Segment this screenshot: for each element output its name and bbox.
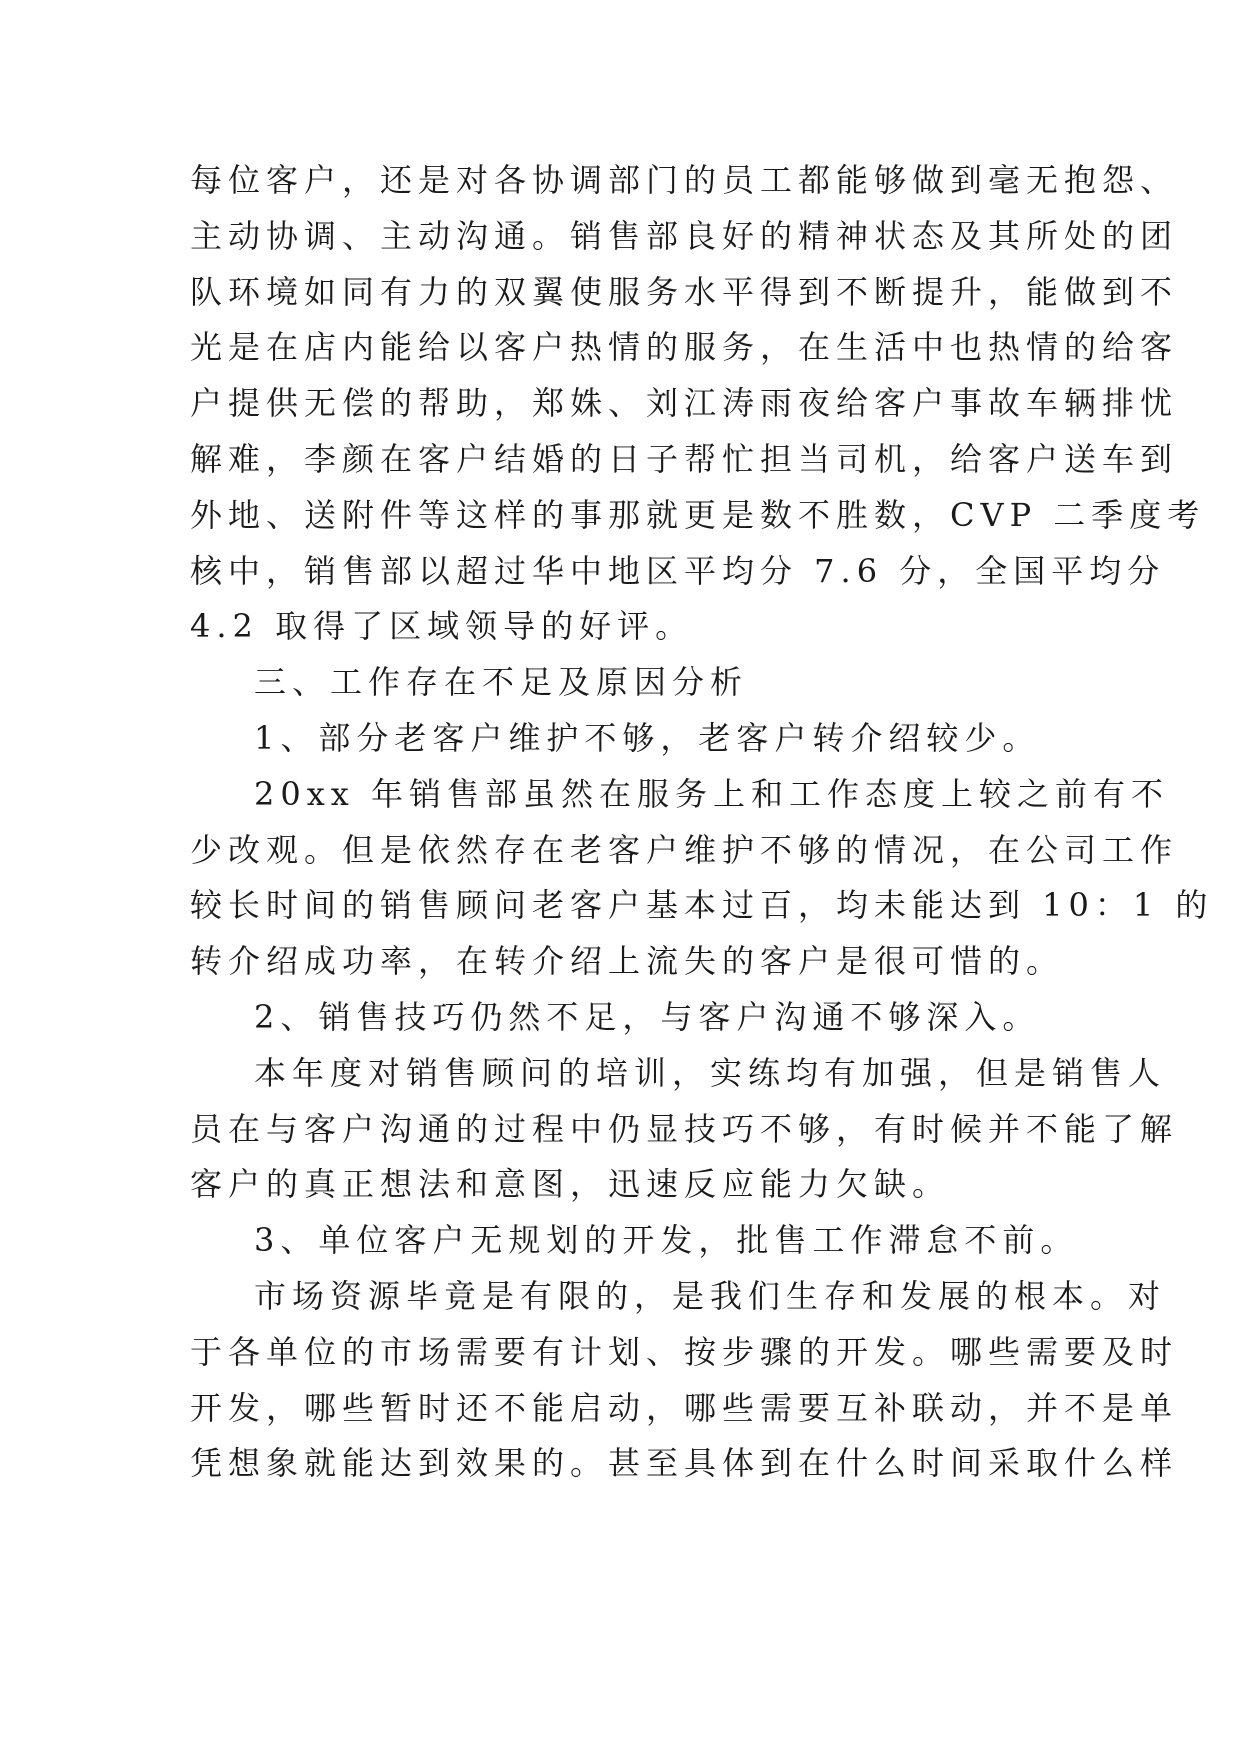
text-line: 户提供无偿的帮助，郑姝、刘江涛雨夜给客户事故车辆排忧: [190, 384, 1179, 423]
text-line: 于各单位的市场需要有计划、按步骤的开发。哪些需要及时: [190, 1332, 1179, 1371]
text-line: 解难，李颜在客户结婚的日子帮忙担当司机，给客户送车到: [190, 439, 1179, 478]
text-line: 4.2 取得了区域领导的好评。: [190, 607, 694, 646]
text-line: 光是在店内能给以客户热情的服务，在生活中也热情的给客: [190, 328, 1179, 367]
paragraph-first-line: 2、销售技巧仍然不足，与客户沟通不够深入。: [254, 997, 1041, 1036]
paragraph-first-line: 1、部分老客户维护不够，老客户转介绍较少。: [254, 718, 1041, 757]
text-line: 队环境如同有力的双翼使服务水平得到不断提升，能做到不: [190, 272, 1179, 311]
text-line: 凭想象就能达到效果的。甚至具体到在什么时间采取什么样: [190, 1444, 1179, 1483]
text-line: 转介绍成功率，在转介绍上流失的客户是很可惜的。: [190, 942, 1065, 981]
text-line: 较长时间的销售顾问老客户基本过百，均未能达到 10：1 的: [190, 886, 1214, 925]
paragraph-first-line: 3、单位客户无规划的开发，批售工作滞怠不前。: [254, 1221, 1079, 1260]
text-line: 客户的真正想法和意图，迅速反应能力欠缺。: [190, 1165, 951, 1204]
text-line: 主动协调、主动沟通。销售部良好的精神状态及其所处的团: [190, 216, 1179, 255]
text-line: 核中，销售部以超过华中地区平均分 7.6 分，全国平均分: [190, 551, 1166, 590]
paragraph-first-line: 20xx 年销售部虽然在服务上和工作态度上较之前有不: [254, 774, 1169, 813]
paragraph-first-line: 三、工作存在不足及原因分析: [254, 663, 749, 702]
paragraph-first-line: 市场资源毕竟是有限的，是我们生存和发展的根本。对: [254, 1276, 1167, 1315]
paragraph-first-line: 本年度对销售顾问的培训，实练均有加强，但是销售人: [254, 1053, 1167, 1092]
document-body: [190, 152, 1214, 1491]
text-line: 外地、送附件等这样的事那就更是数不胜数，CVP 二季度考: [190, 495, 1206, 534]
text-line: 员在与客户沟通的过程中仍显技巧不够，有时候并不能了解: [190, 1109, 1179, 1148]
text-line: 少改观。但是依然存在老客户维护不够的情况，在公司工作: [190, 830, 1179, 869]
text-line: 开发，哪些暂时还不能启动，哪些需要互补联动，并不是单: [190, 1388, 1179, 1427]
text-line: 每位客户，还是对各协调部门的员工都能够做到毫无抱怨、: [190, 161, 1179, 199]
